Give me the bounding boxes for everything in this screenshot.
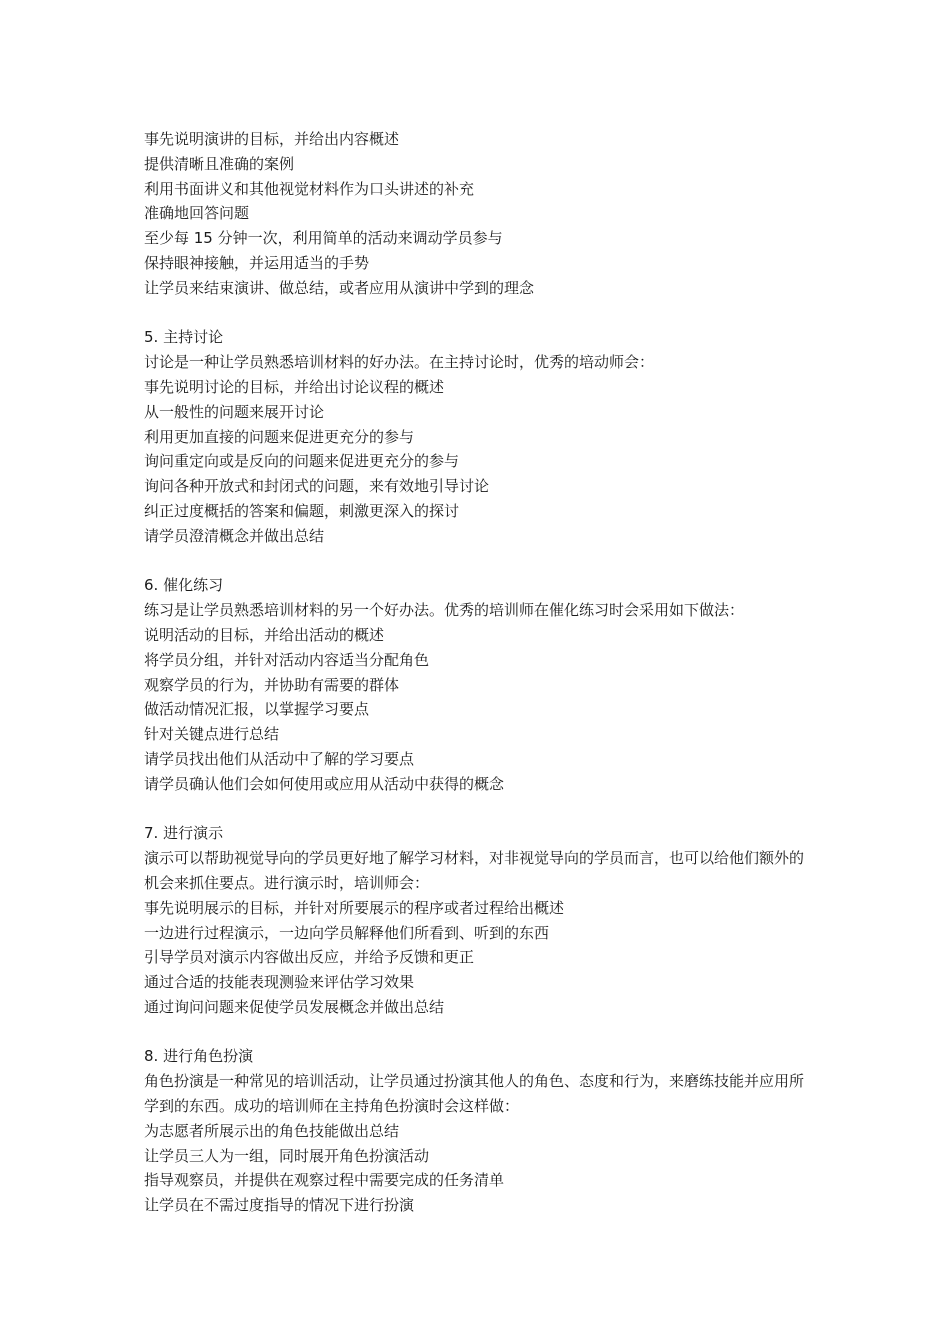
list-item: 利用书面讲义和其他视觉材料作为口头讲述的补充 [144,179,475,198]
section-paragraph: 讨论是一种让学员熟悉培训材料的好办法。在主持讨论时，优秀的培动师会： [144,353,655,372]
list-item: 为志愿者所展示出的角色技能做出总结 [144,1121,400,1140]
section-discussion [144,325,816,548]
list-item: 请学员确认他们会如何使用或应用从活动中获得的概念 [144,774,505,793]
section-exercise [144,573,816,796]
list-item: 询问重定向或是反向的问题来促进更充分的参与 [144,452,460,471]
list-item: 指导观察员，并提供在观察过程中需要完成的任务清单 [144,1171,505,1190]
list-item: 事先说明讨论的目标，并给出讨论议程的概述 [144,377,445,396]
section-heading: 5. 主持讨论 [144,328,224,347]
list-item: 针对关键点进行总结 [144,725,280,744]
intro-list [144,127,816,301]
list-item: 让学员三人为一组，同时展开角色扮演活动 [144,1146,430,1165]
list-item: 事先说明展示的目标，并针对所要展示的程序或者过程给出概述 [144,898,565,917]
section-paragraph: 演示可以帮助视觉导向的学员更好地了解学习材料，对非视觉导向的学员而言，也可以给他们额外的机会来抓住要点。进行演示时，培训师会： [144,849,805,892]
section-heading: 8. 进行角色扮演 [144,1047,254,1066]
list-item: 利用更加直接的问题来促进更充分的参与 [144,427,415,446]
section-demonstration [144,821,816,1019]
list-item: 说明活动的目标，并给出活动的概述 [144,625,385,644]
list-item: 让学员来结束演讲、做总结，或者应用从演讲中学到的理念 [144,278,535,297]
list-item: 询问各种开放式和封闭式的问题，来有效地引导讨论 [144,477,490,496]
list-item: 请学员找出他们从活动中了解的学习要点 [144,749,415,768]
section-paragraph: 练习是让学员熟悉培训材料的另一个好办法。优秀的培训师在催化练习时会采用如下做法： [144,601,745,620]
list-item: 保持眼神接触，并运用适当的手势 [144,253,370,272]
list-item: 观察学员的行为，并协助有需要的群体 [144,675,400,694]
list-item: 通过合适的技能表现测验来评估学习效果 [144,973,415,992]
list-item: 提供清晰且准确的案例 [144,154,295,173]
list-item: 事先说明演讲的目标，并给出内容概述 [144,130,400,148]
list-item: 至少每 15 分钟一次，利用简单的活动来调动学员参与 [144,229,503,248]
list-item: 请学员澄清概念并做出总结 [144,526,325,545]
list-item: 让学员在不需过度指导的情况下进行扮演 [144,1196,415,1215]
list-item: 一边进行过程演示，一边向学员解释他们所看到、听到的东西 [144,923,550,942]
section-heading: 6. 催化练习 [144,576,224,595]
section-paragraph: 角色扮演是一种常见的培训活动，让学员通过扮演其他人的角色、态度和行为，来磨练技能并应用所学到的东西。成功的培训师在主持角色扮演时会这样做： [144,1072,805,1116]
document-page [144,127,816,1218]
list-item: 引导学员对演示内容做出反应，并给予反馈和更正 [144,948,475,967]
section-heading: 7. 进行演示 [144,824,224,843]
list-item: 做活动情况汇报，以掌握学习要点 [144,700,370,719]
list-item: 纠正过度概括的答案和偏题，刺激更深入的探讨 [144,501,460,520]
section-role-play [144,1044,816,1218]
list-item: 通过询问问题来促使学员发展概念并做出总结 [144,997,445,1016]
list-item: 将学员分组，并针对活动内容适当分配角色 [144,650,430,669]
list-item: 准确地回答问题 [144,204,250,223]
list-item: 从一般性的问题来展开讨论 [144,402,325,421]
